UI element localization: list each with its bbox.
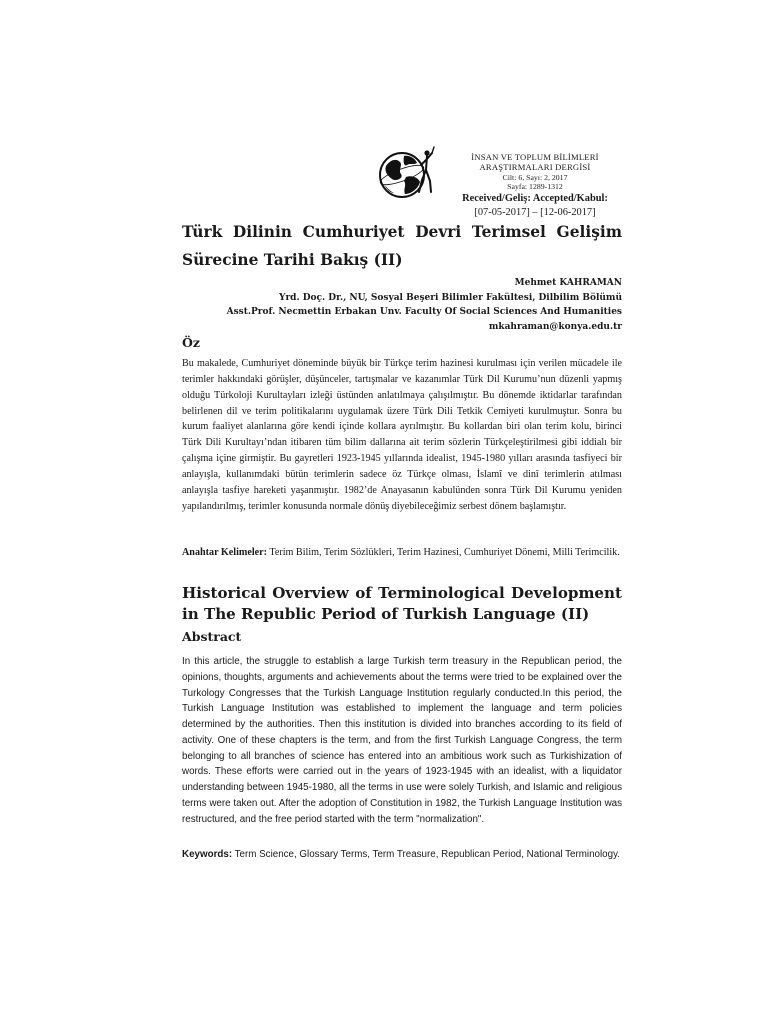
author-block: [182, 276, 622, 334]
received-accepted-dates: [07-05-2017] – [12-06-2017]: [474, 206, 596, 218]
english-keywords-list: Term Science, Glossary Terms, Term Treasure, Republican Period, National Terminology.: [234, 849, 620, 860]
paper-title-english: Historical Overview of Terminological Development in The Republic Period of Turkish Language (II): [182, 584, 622, 623]
author-affiliation-turkish: Yrd. Doç. Dr., NU, Sosyal Beşeri Bilimler Fakültesi, Dilbilim Bölümü: [279, 292, 622, 303]
journal-name-line1: İNSAN VE TOPLUM BİLİMLERİ: [471, 152, 599, 162]
turkish-keywords: [182, 545, 622, 561]
globe-with-figure-logo: [376, 144, 438, 204]
turkish-keywords-label: Anahtar Kelimeler:: [182, 547, 268, 558]
author-affiliation-english: Asst.Prof. Necmettin Erbakan Unv. Faculty Of Social Sciences And Humanities: [226, 307, 622, 318]
author-name: Mehmet KAHRAMAN: [514, 278, 622, 288]
journal-name-line2: ARAŞTIRMALARI DERGİSİ: [479, 162, 591, 173]
turkish-keywords-list: Terim Bilim, Terim Sözlükleri, Terim Hazinesi, Cumhuriyet Dönemi, Milli Terimcilik.: [269, 547, 620, 558]
oz-paragraph: Bu makalede, Cumhuriyet döneminde büyük bir Türkçe terim hazinesi kurulması için verilen mücadele ile terimler hakkındaki görüşler, düşünceler, tartışmalar ve kazanımlar Türk Dil Kurumu’nun düzenli yapmış olduğu Türkoloji Kurultayları izleği üstünden anlatılmaya çalışılmıştır. Bu dönemde iktidarlar tarafından belirlenen dil ve terim politikalarını uygulamak üzere Türk Dili Tetkik Cemiyeti kurulmuştur. Sonra bu kurum faaliyet alanlarına göre kendi içinde kollara ayrılmıştır. Bu kollardan biri olan terim kolu, birinci Türk Dili Kurultayı’ndan itibaren tüm bilim dallarına ait terim sözlerin Türkçeleştirilmesi gibi iddialı bir çalışma içine girmiştir. Bu gayretleri 1923-1945 yıllarında idealist, 1945-1980 yılları arasında tasfiyeci bir anlayışla, kullanımdaki bütün terimlerin sadece öz Türkçe olması, İslamî ve dinî terimlerin atılması anlayışla tasfiye hareketi yaşanmıştır. 1982’de Anayasanın kabulünden sonra Türk Dil Kurumu yeniden yapılandırılmış, terimler konusunda normale dönüş diyebileceğimiz serbest dönem başlamıştır.: [182, 358, 622, 512]
abstract-heading: Abstract: [182, 629, 242, 644]
abstract-paragraph: In this article, the struggle to establish a large Turkish term treasury in the Republican period, the opinions, thoughts, arguments and achievements about the terms were tried to be explained over the Turkology Congresses that the Turkish Language Institution regularly conducted.In this period, the Turkish Language Institution was established to implement the language and term policies determined by the authorities. Then this institution is divided into branches according to its field of activity. One of these chapters is the term, and from the first Turkish Language Congress, the term belonging to all branches of science has entered into an ambitious work such as Turkishization of words. These efforts were carried out in the years of 1923-1945 with an idealist, with a liquidator understanding between 1945-1980, all the terms in use were solely Turkish, and Islamic and religious terms were taken out. After the adoption of Constitution in 1982, the Turkish Language Institution was restructured, and the free period started with the term "normalization".: [182, 656, 622, 825]
received-accepted-label: Received/Geliş: Accepted/Kabul:: [462, 192, 608, 204]
journal-pages: Sayfa: 1289-1312: [507, 182, 563, 192]
english-keywords-label: Keywords:: [182, 849, 233, 860]
author-email: mkahraman@konya.edu.tr: [488, 321, 622, 332]
journal-masthead: [440, 152, 630, 219]
oz-heading: Öz: [182, 335, 200, 350]
paper-title-turkish: Türk Dilinin Cumhuriyet Devri Terimsel Gelişim Sürecine Tarihi Bakış (II): [182, 223, 622, 269]
journal-volume: Cilt: 6, Sayı: 2, 2017: [502, 172, 568, 182]
english-keywords: [182, 847, 622, 864]
